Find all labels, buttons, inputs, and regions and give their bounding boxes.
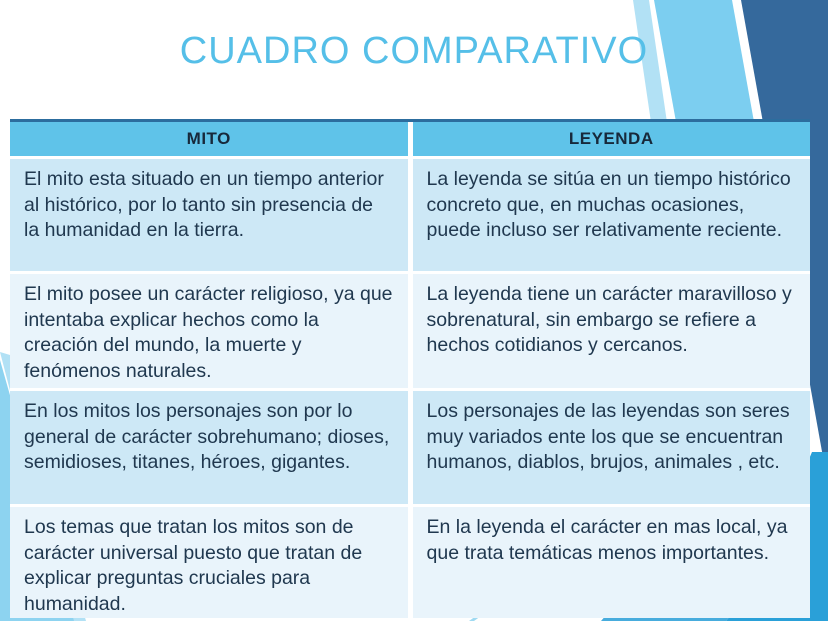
cell-mito-caracter: El mito posee un carácter religioso, ya que intentaba explicar hechos como la creación del mundo, la muerte y fenómenos naturales. — [10, 274, 408, 388]
cell-leyenda-caracter: La leyenda tiene un carácter maravilloso y sobrenatural, sin embargo se refiere a hechos cotidianos y cercanos. — [413, 274, 811, 388]
table-header-row — [10, 122, 810, 156]
table-row — [10, 507, 810, 618]
table-row — [10, 391, 810, 504]
column-header-mito: MITO — [10, 122, 408, 156]
comparison-table — [10, 119, 810, 618]
column-header-leyenda: LEYENDA — [413, 122, 811, 156]
table-row — [10, 159, 810, 271]
table-row — [10, 274, 810, 388]
cell-mito-tiempo: El mito esta situado en un tiempo anterior al histórico, por lo tanto sin presencia de la humanidad en la tierra. — [10, 159, 408, 271]
cell-leyenda-personajes: Los personajes de las leyendas son seres muy variados ente los que se encuentran humanos, diablos, brujos, animales , etc. — [413, 391, 811, 504]
cell-leyenda-tiempo: La leyenda se sitúa en un tiempo histórico concreto que, en muchas ocasiones, puede incluso ser relativamente reciente. — [413, 159, 811, 271]
cell-leyenda-temas: En la leyenda el carácter en mas local, ya que trata temáticas menos importantes. — [413, 507, 811, 618]
cell-mito-temas: Los temas que tratan los mitos son de carácter universal puesto que tratan de explicar preguntas cruciales para humanidad. — [10, 507, 408, 618]
slide-title: CUADRO COMPARATIVO — [179, 30, 649, 72]
cell-mito-personajes: En los mitos los personajes son por lo general de carácter sobrehumano; dioses, semidioses, titanes, héroes, gigantes. — [10, 391, 408, 504]
